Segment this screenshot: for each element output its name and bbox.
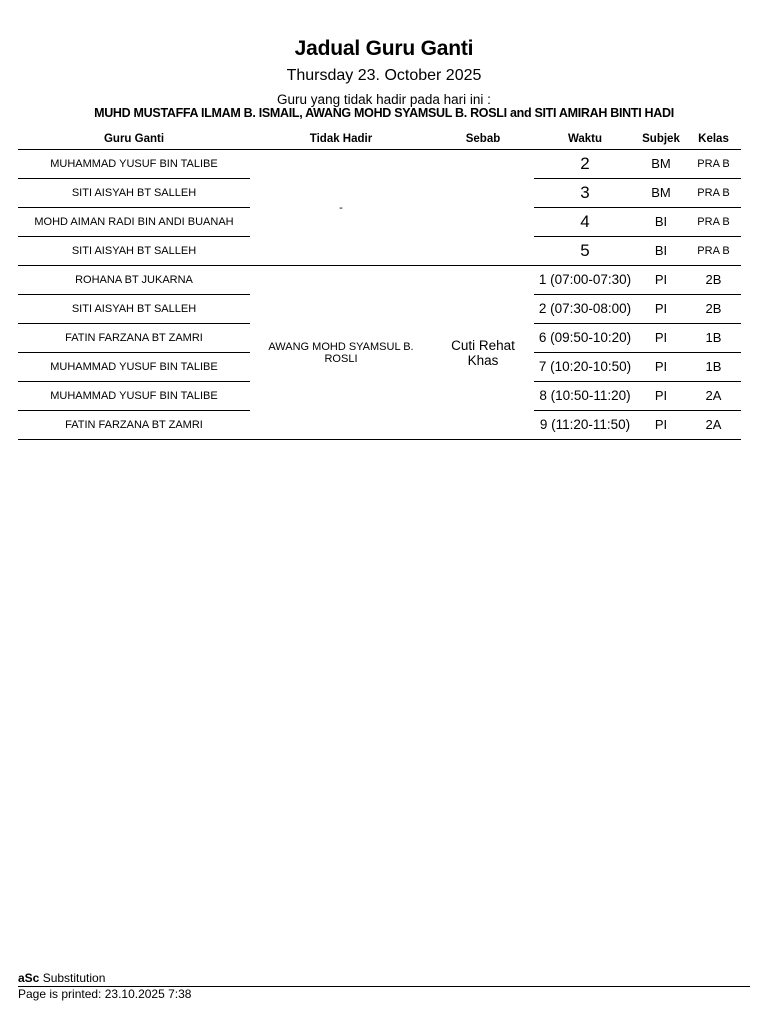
footer-app-product: Substitution	[39, 971, 106, 985]
waktu-cell: 6 (09:50-10:20)	[534, 324, 636, 353]
kelas-cell: 2B	[686, 295, 741, 324]
kelas-cell: 1B	[686, 353, 741, 382]
guru-ganti-cell: SITI AISYAH BT SALLEH	[18, 179, 250, 208]
col-header-guru-ganti: Guru Ganti	[18, 128, 250, 150]
kelas-cell: 2A	[686, 411, 741, 440]
guru-ganti-cell: FATIN FARZANA BT ZAMRI	[18, 411, 250, 440]
waktu-cell: 4	[534, 208, 636, 237]
col-header-waktu: Waktu	[534, 128, 636, 150]
waktu-cell: 9 (11:20-11:50)	[534, 411, 636, 440]
waktu-cell: 1 (07:00-07:30)	[534, 266, 636, 295]
subjek-cell: BI	[636, 237, 686, 266]
kelas-cell: PRA B	[686, 237, 741, 266]
tidak-hadir-cell: -	[250, 150, 432, 266]
kelas-cell: 1B	[686, 324, 741, 353]
guru-ganti-cell: MUHAMMAD YUSUF BIN TALIBE	[18, 353, 250, 382]
substitution-table	[18, 128, 741, 440]
footer-app-brand: aSc	[18, 971, 40, 985]
table-header-row	[18, 128, 741, 150]
absent-intro-text: Guru yang tidak hadir pada hari ini :	[277, 92, 491, 107]
subjek-cell: PI	[636, 353, 686, 382]
footer-printed-timestamp: Page is printed: 23.10.2025 7:38	[18, 987, 192, 1001]
kelas-cell: PRA B	[686, 179, 741, 208]
page-title: Jadual Guru Ganti	[294, 37, 474, 60]
table-row	[18, 150, 741, 179]
subjek-cell: PI	[636, 324, 686, 353]
table-row	[18, 266, 741, 295]
col-header-sebab: Sebab	[432, 128, 534, 150]
subjek-cell: PI	[636, 382, 686, 411]
kelas-cell: PRA B	[686, 208, 741, 237]
guru-ganti-cell: SITI AISYAH BT SALLEH	[18, 237, 250, 266]
footer-app-name	[18, 971, 105, 985]
guru-ganti-cell: ROHANA BT JUKARNA	[18, 266, 250, 295]
waktu-cell: 3	[534, 179, 636, 208]
sebab-cell	[432, 150, 534, 266]
waktu-cell: 8 (10:50-11:20)	[534, 382, 636, 411]
tidak-hadir-cell: AWANG MOHD SYAMSUL B. ROSLI	[250, 266, 432, 440]
waktu-cell: 2	[534, 150, 636, 179]
guru-ganti-cell: MOHD AIMAN RADI BIN ANDI BUANAH	[18, 208, 250, 237]
col-header-kelas: Kelas	[686, 128, 741, 150]
col-header-subjek: Subjek	[636, 128, 686, 150]
guru-ganti-cell: MUHAMMAD YUSUF BIN TALIBE	[18, 382, 250, 411]
waktu-cell: 2 (07:30-08:00)	[534, 295, 636, 324]
waktu-cell: 7 (10:20-10:50)	[534, 353, 636, 382]
waktu-cell: 5	[534, 237, 636, 266]
kelas-cell: PRA B	[686, 150, 741, 179]
absent-teachers-list: MUHD MUSTAFFA ILMAM B. ISMAIL, AWANG MOHD SYAMSUL B. ROSLI and SITI AMIRAH BINTI HADI	[94, 106, 674, 120]
subjek-cell: BM	[636, 179, 686, 208]
kelas-cell: 2B	[686, 266, 741, 295]
subjek-cell: BM	[636, 150, 686, 179]
col-header-tidak-hadir: Tidak Hadir	[250, 128, 432, 150]
subjek-cell: PI	[636, 266, 686, 295]
sebab-cell: Cuti Rehat Khas	[432, 266, 534, 440]
kelas-cell: 2A	[686, 382, 741, 411]
guru-ganti-cell: MUHAMMAD YUSUF BIN TALIBE	[18, 150, 250, 179]
subjek-cell: PI	[636, 295, 686, 324]
subjek-cell: BI	[636, 208, 686, 237]
guru-ganti-cell: SITI AISYAH BT SALLEH	[18, 295, 250, 324]
guru-ganti-cell: FATIN FARZANA BT ZAMRI	[18, 324, 250, 353]
subjek-cell: PI	[636, 411, 686, 440]
schedule-date: Thursday 23. October 2025	[286, 67, 482, 84]
